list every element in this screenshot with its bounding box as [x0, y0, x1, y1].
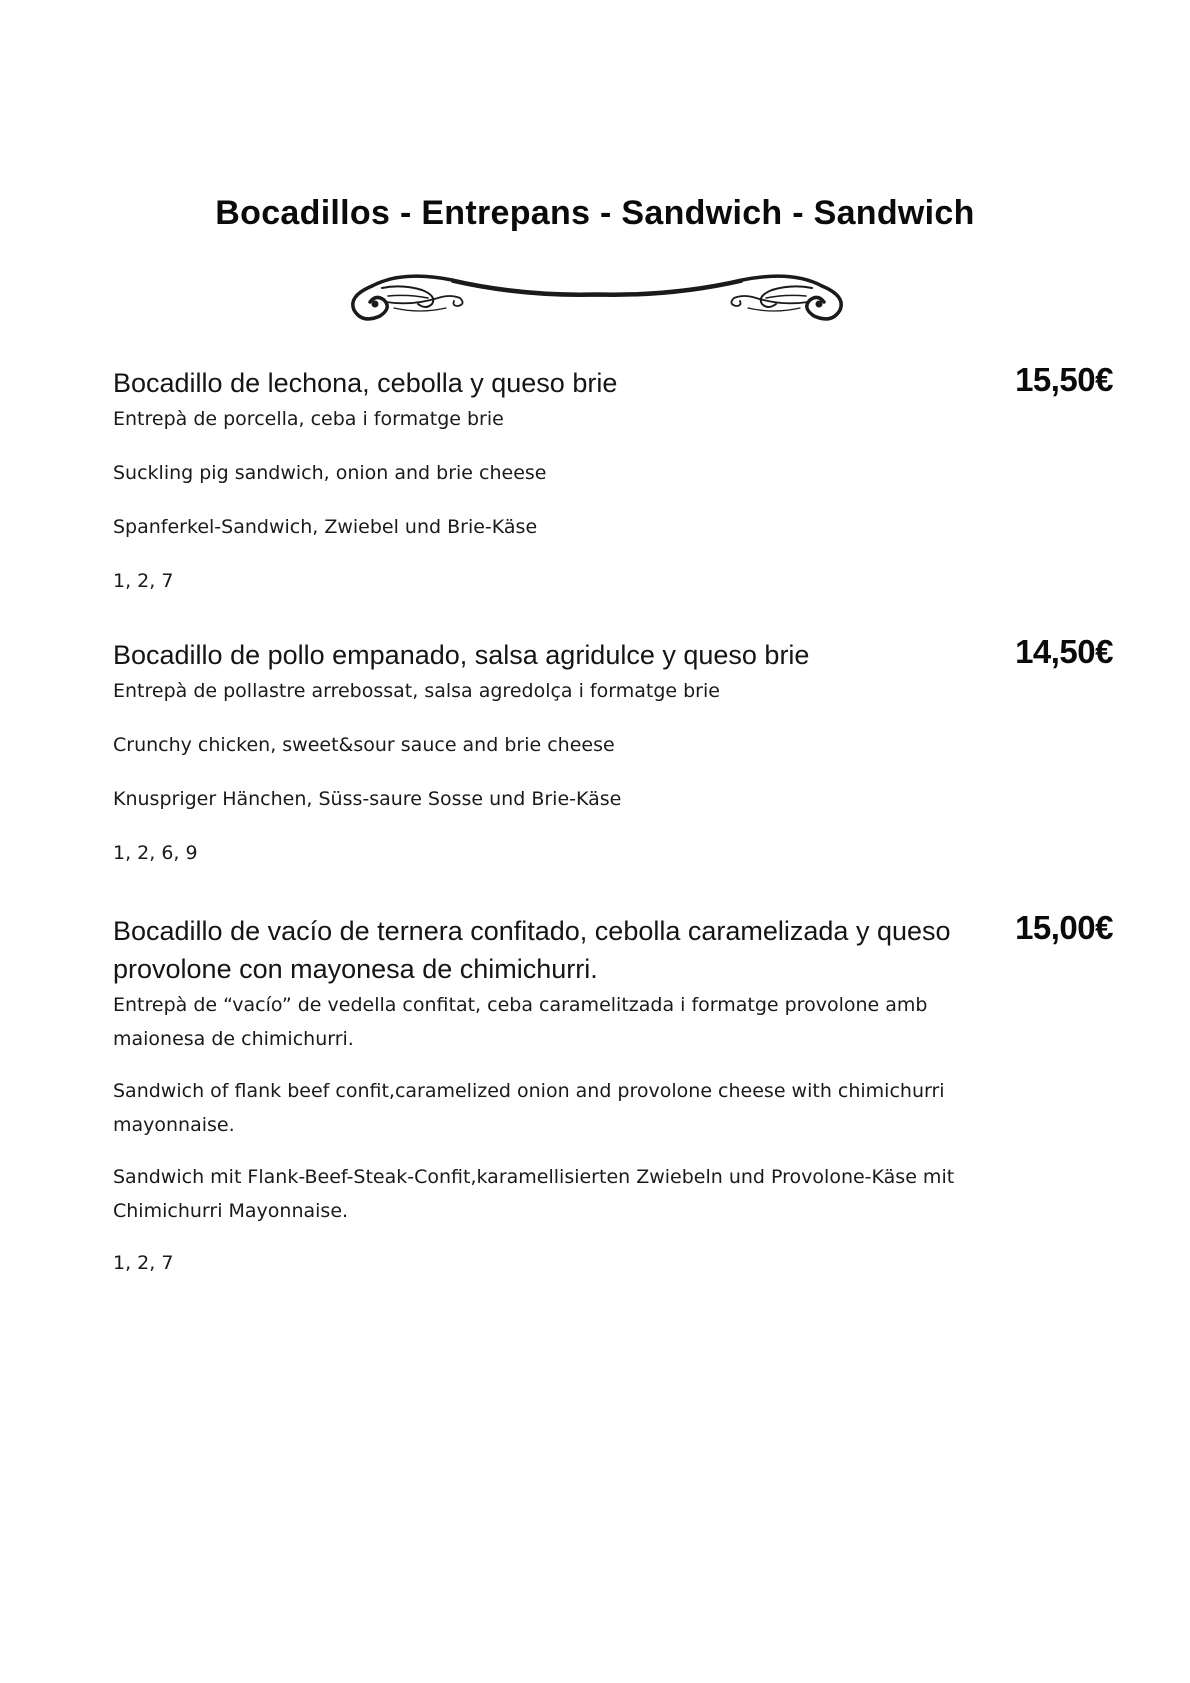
item-allergens: 1, 2, 7 — [113, 1252, 174, 1274]
item-description-english: Crunchy chicken, sweet&sour sauce and brie cheese — [113, 734, 615, 756]
item-description-catalan: Entrepà de porcella, ceba i formatge brie — [113, 408, 504, 430]
item-name: Bocadillo de vacío de ternera confitado, cebolla caramelizada y queso provolone con mayonesa de chimichurri. — [113, 916, 951, 984]
item-price: 15,00€ — [1015, 909, 1113, 946]
item-allergens: 1, 2, 6, 9 — [113, 842, 198, 864]
page-title: Bocadillos - Entrepans - Sandwich - Sandwich — [215, 194, 975, 232]
flourish-divider-icon — [342, 258, 852, 328]
item-description-catalan: Entrepà de “vacío” de vedella confitat, ceba caramelitzada i formatge provolone amb maionesa de chimichurri. — [113, 994, 928, 1050]
item-name: Bocadillo de pollo empanado, salsa agridulce y queso brie — [113, 640, 810, 670]
item-description-english: Suckling pig sandwich, onion and brie cheese — [113, 462, 547, 484]
menu-item — [113, 633, 1113, 870]
item-name: Bocadillo de lechona, cebolla y queso brie — [113, 368, 618, 398]
item-price: 15,50€ — [1015, 361, 1113, 398]
item-description-german: Knuspriger Hänchen, Süss-saure Sosse und Brie-Käse — [113, 788, 622, 810]
menu-item — [113, 909, 1113, 1280]
item-allergens: 1, 2, 7 — [113, 570, 174, 592]
item-description-english: Sandwich of flank beef confit,caramelized onion and provolone cheese with chimichurri mayonnaise. — [113, 1080, 945, 1136]
item-description-german: Sandwich mit Flank-Beef-Steak-Confit,karamellisierten Zwiebeln und Provolone-Käse mit Chimichurri Mayonnaise. — [113, 1166, 955, 1222]
menu-item — [113, 361, 1113, 598]
item-description-german: Spanferkel-Sandwich, Zwiebel und Brie-Käse — [113, 516, 538, 538]
item-price: 14,50€ — [1015, 633, 1113, 670]
item-description-catalan: Entrepà de pollastre arrebossat, salsa agredolça i formatge brie — [113, 680, 720, 702]
